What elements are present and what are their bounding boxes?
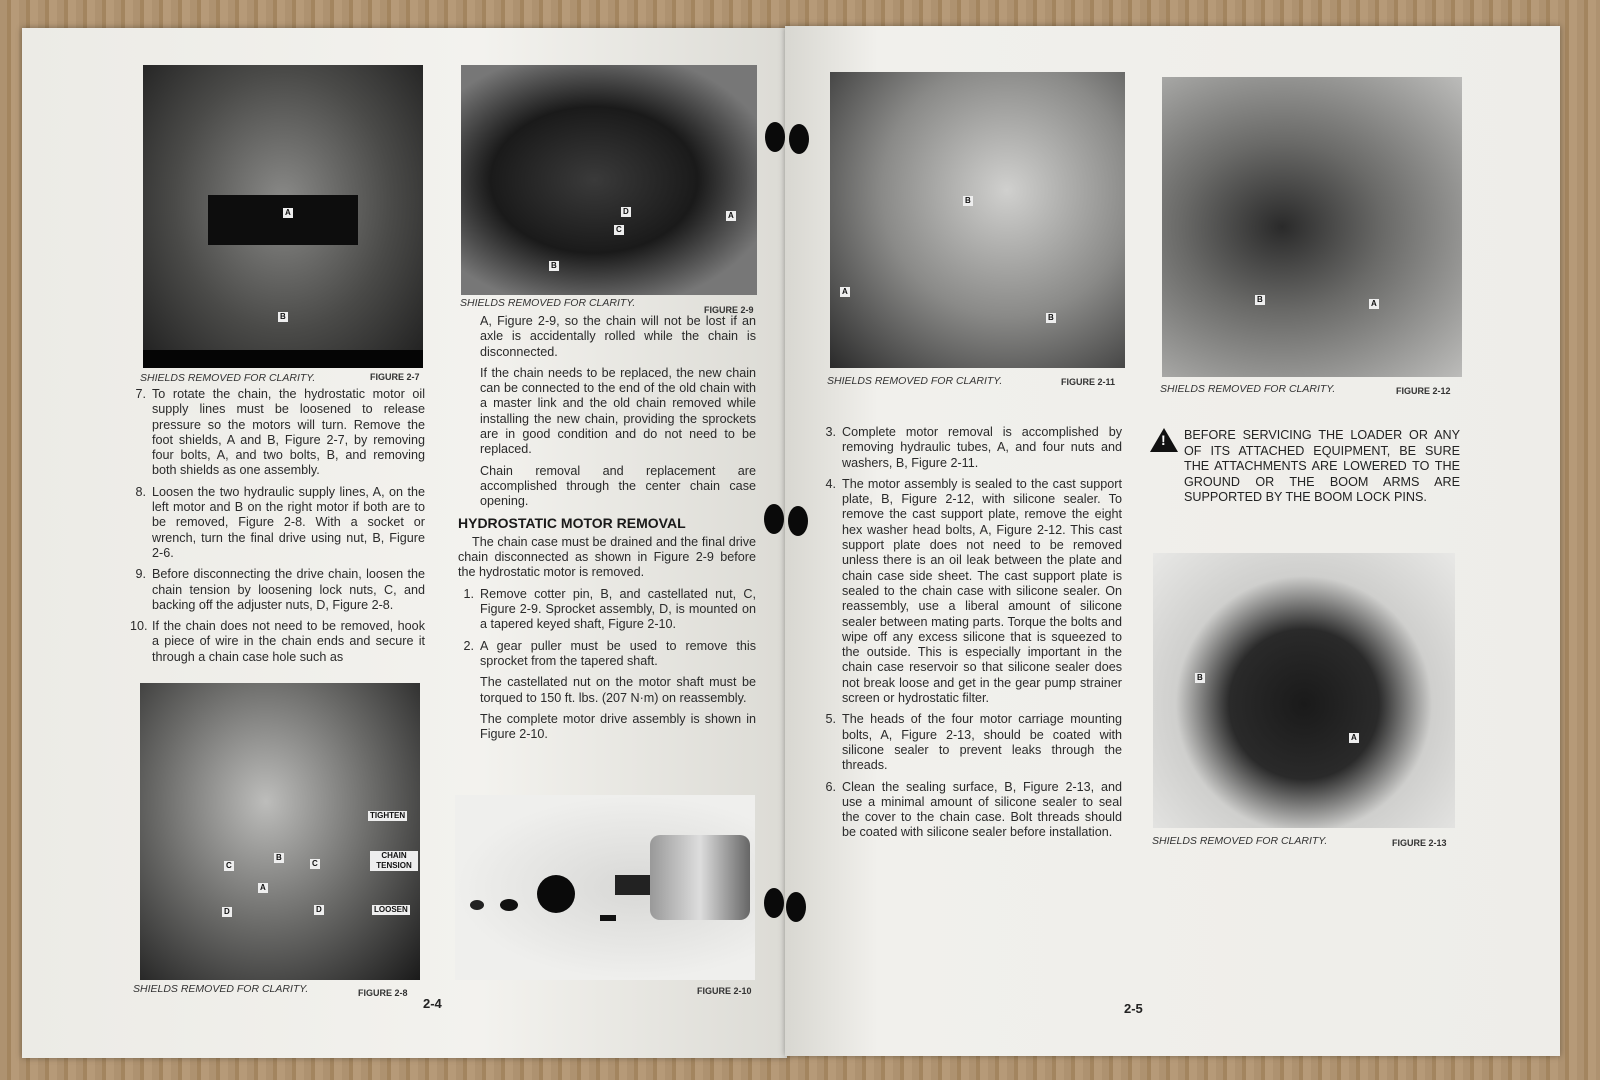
figure-caption: SHIELDS REMOVED FOR CLARITY. xyxy=(1152,835,1328,847)
item-number: 9. xyxy=(135,567,146,582)
figure-number: FIGURE 2-11 xyxy=(1061,377,1116,387)
warning-icon xyxy=(1150,428,1178,452)
item-text: If the chain does not need to be removed, hook a piece of wire in the chain ends and secure it through a chain case hole such as xyxy=(152,619,425,664)
item-number: 7. xyxy=(135,387,146,401)
paragraph: The chain case must be drained and the final drive chain disconnected as shown in Figure 2-9 before the hydrostatic motor is removed. xyxy=(458,534,756,580)
item-text: Complete motor removal is accomplished by removing hydraulic tubes, A, and four nuts and washers, B, Figure 2-11. xyxy=(842,425,1122,470)
text-column-1 xyxy=(130,387,425,671)
item-text: The motor assembly is sealed to the cast support plate, B, Figure 2-12, with silicone sealer. To remove the cast support plate, remove the eight hex washer head bolts, A, Figure 2-12. This cast support plate does not need to be removed unless there is an oil leak between the plate and chain case side sheet. The cast support plate is sealed to the chain case with silicone sealer. On reassembly, use a liberal amount of silicone sealer between mating parts. Torque the bolts and wipe off any excess silicone that is squeezed to the outside. This is especially important in the chain case reservoir so that silicone sealer does not break loose and get in the gear pump strainer screen or hydrostatic filter. xyxy=(842,476,1122,706)
paragraph: A, Figure 2-9, so the chain will not be lost if an axle is accidentally rolled while the chain is disconnected. xyxy=(480,314,756,359)
callout-label: A xyxy=(285,208,291,217)
callout-label: C xyxy=(312,859,318,868)
callout-label: TIGHTEN xyxy=(370,811,406,820)
callout-label: B xyxy=(551,261,557,270)
figure-caption: SHIELDS REMOVED FOR CLARITY. xyxy=(1160,383,1336,395)
page-number: 2-4 xyxy=(423,996,442,1011)
safety-warning xyxy=(1150,428,1460,506)
binder-hole xyxy=(765,122,785,152)
text-column-2 xyxy=(458,314,756,748)
list-item xyxy=(130,619,425,665)
item-number: 10. xyxy=(130,619,148,634)
item-number: 4. xyxy=(825,476,836,491)
list-item xyxy=(130,387,425,479)
callout-label: CHAIN TENSION xyxy=(370,851,418,871)
list-item xyxy=(130,485,425,561)
callout-label: B xyxy=(1197,673,1203,682)
item-text: Remove cotter pin, B, and castellated nut, C, Figure 2-9. Sprocket assembly, D, is mounted on a tapered keyed shaft, Figure 2-10. xyxy=(480,586,756,632)
figure-2-10-photo xyxy=(455,795,755,980)
callout-label: A xyxy=(260,883,266,892)
callout-label: A xyxy=(842,287,848,296)
list-item xyxy=(820,780,1122,841)
callout-label: D xyxy=(316,905,322,914)
figure-number: FIGURE 2-7 xyxy=(370,372,420,382)
callout-label: LOOSEN xyxy=(374,905,408,914)
paragraph: If the chain needs to be replaced, the new chain can be connected to the end of the old chain with a master link and the old chain removed while installing the new chain, providing the sprockets are in good condition and do not need to be replaced. xyxy=(480,365,756,457)
warning-text: BEFORE SERVICING THE LOADER OR ANY OF ITS ATTACHED EQUIPMENT, BE SURE THE ATTACHMENTS ARE LOWERED TO THE GROUND OR THE BOOM ARMS ARE SUPPORTED BY THE BOOM LOCK PINS. xyxy=(1184,428,1460,504)
list-item xyxy=(458,587,756,633)
callout-label: A xyxy=(1351,733,1357,742)
callout-label: B xyxy=(280,312,286,321)
section-heading: HYDROSTATIC MOTOR REMOVAL xyxy=(458,514,686,531)
figure-2-9-photo xyxy=(461,65,757,295)
warning-icon-glyph: ! xyxy=(1161,432,1166,448)
binder-hole xyxy=(764,888,784,918)
callout-label: C xyxy=(226,861,232,870)
figure-2-12-photo xyxy=(1162,77,1462,377)
list-item xyxy=(820,477,1122,706)
figure-2-8-photo xyxy=(140,683,420,980)
list-item xyxy=(820,425,1122,471)
figure-number: FIGURE 2-13 xyxy=(1392,838,1447,848)
paragraph: The complete motor drive assembly is shown in Figure 2-10. xyxy=(480,711,756,742)
item-text: The heads of the four motor carriage mounting bolts, A, Figure 2-13, should be coated with silicone sealer to prevent leaks through the threads. xyxy=(842,712,1122,773)
item-number: 1. xyxy=(463,586,474,601)
callout-label: B xyxy=(1257,295,1263,304)
figure-2-7-photo xyxy=(143,65,423,368)
list-item xyxy=(130,567,425,613)
callout-label: D xyxy=(623,207,629,216)
callout-label: A xyxy=(1371,299,1377,308)
item-number: 6. xyxy=(825,779,836,794)
item-number: 3. xyxy=(825,425,836,439)
figure-caption: SHIELDS REMOVED FOR CLARITY. xyxy=(133,983,309,995)
item-text: To rotate the chain, the hydrostatic motor oil supply lines must be loosened to release pressure so the motors will turn. Remove the foot shields, A and B, Figure 2-7, by removing four bolts, A, and two bolts, B, and removing both shields as one assembly. xyxy=(152,387,425,478)
binder-hole xyxy=(788,506,808,536)
callout-label: A xyxy=(728,211,734,220)
text-column-3 xyxy=(820,425,1122,847)
item-number: 8. xyxy=(135,484,146,499)
figure-number: FIGURE 2-8 xyxy=(358,988,408,998)
item-text: A gear puller must be used to remove this sprocket from the tapered shaft. xyxy=(480,638,756,668)
item-number: 5. xyxy=(825,712,836,727)
item-text: Clean the sealing surface, B, Figure 2-13, and use a minimal amount of silicone sealer to seal the cover to the chain case. Bolt threads should be coated with silicone sealer before installation. xyxy=(842,779,1122,840)
callout-label: B xyxy=(1048,313,1054,322)
figure-number: FIGURE 2-12 xyxy=(1396,386,1451,396)
figure-caption: SHIELDS REMOVED FOR CLARITY. xyxy=(140,372,316,384)
binder-hole xyxy=(764,504,784,534)
list-item xyxy=(820,712,1122,773)
binder-hole xyxy=(789,124,809,154)
callout-label: C xyxy=(616,225,622,234)
list-item xyxy=(458,639,756,670)
item-text: Loosen the two hydraulic supply lines, A, on the left motor and B on the right motor if both are to be removed, Figure 2-8. With a socket or wrench, turn the final drive using nut, B, Figure 2-6. xyxy=(152,484,425,560)
binder-hole xyxy=(786,892,806,922)
item-text: Before disconnecting the drive chain, loosen the chain tension by loosening lock nuts, C, and backing off the adjuster nuts, D, Figure 2-8. xyxy=(152,567,425,612)
figure-caption: SHIELDS REMOVED FOR CLARITY. xyxy=(460,297,636,309)
callout-label: B xyxy=(276,853,282,862)
paragraph: Chain removal and replacement are accomplished through the center chain case opening. xyxy=(480,463,756,509)
item-number: 2. xyxy=(463,638,474,653)
paragraph: The castellated nut on the motor shaft must be torqued to 150 ft. lbs. (207 N·m) on reassembly. xyxy=(480,675,756,705)
figure-2-13-photo xyxy=(1153,553,1455,828)
page-number: 2-5 xyxy=(1124,1001,1143,1016)
callout-label: B xyxy=(965,196,971,205)
figure-number: FIGURE 2-10 xyxy=(697,986,752,996)
figure-2-11-photo xyxy=(830,72,1125,368)
callout-label: D xyxy=(224,907,230,916)
figure-number: FIGURE 2-9 xyxy=(704,305,754,315)
figure-caption: SHIELDS REMOVED FOR CLARITY. xyxy=(827,375,1003,387)
